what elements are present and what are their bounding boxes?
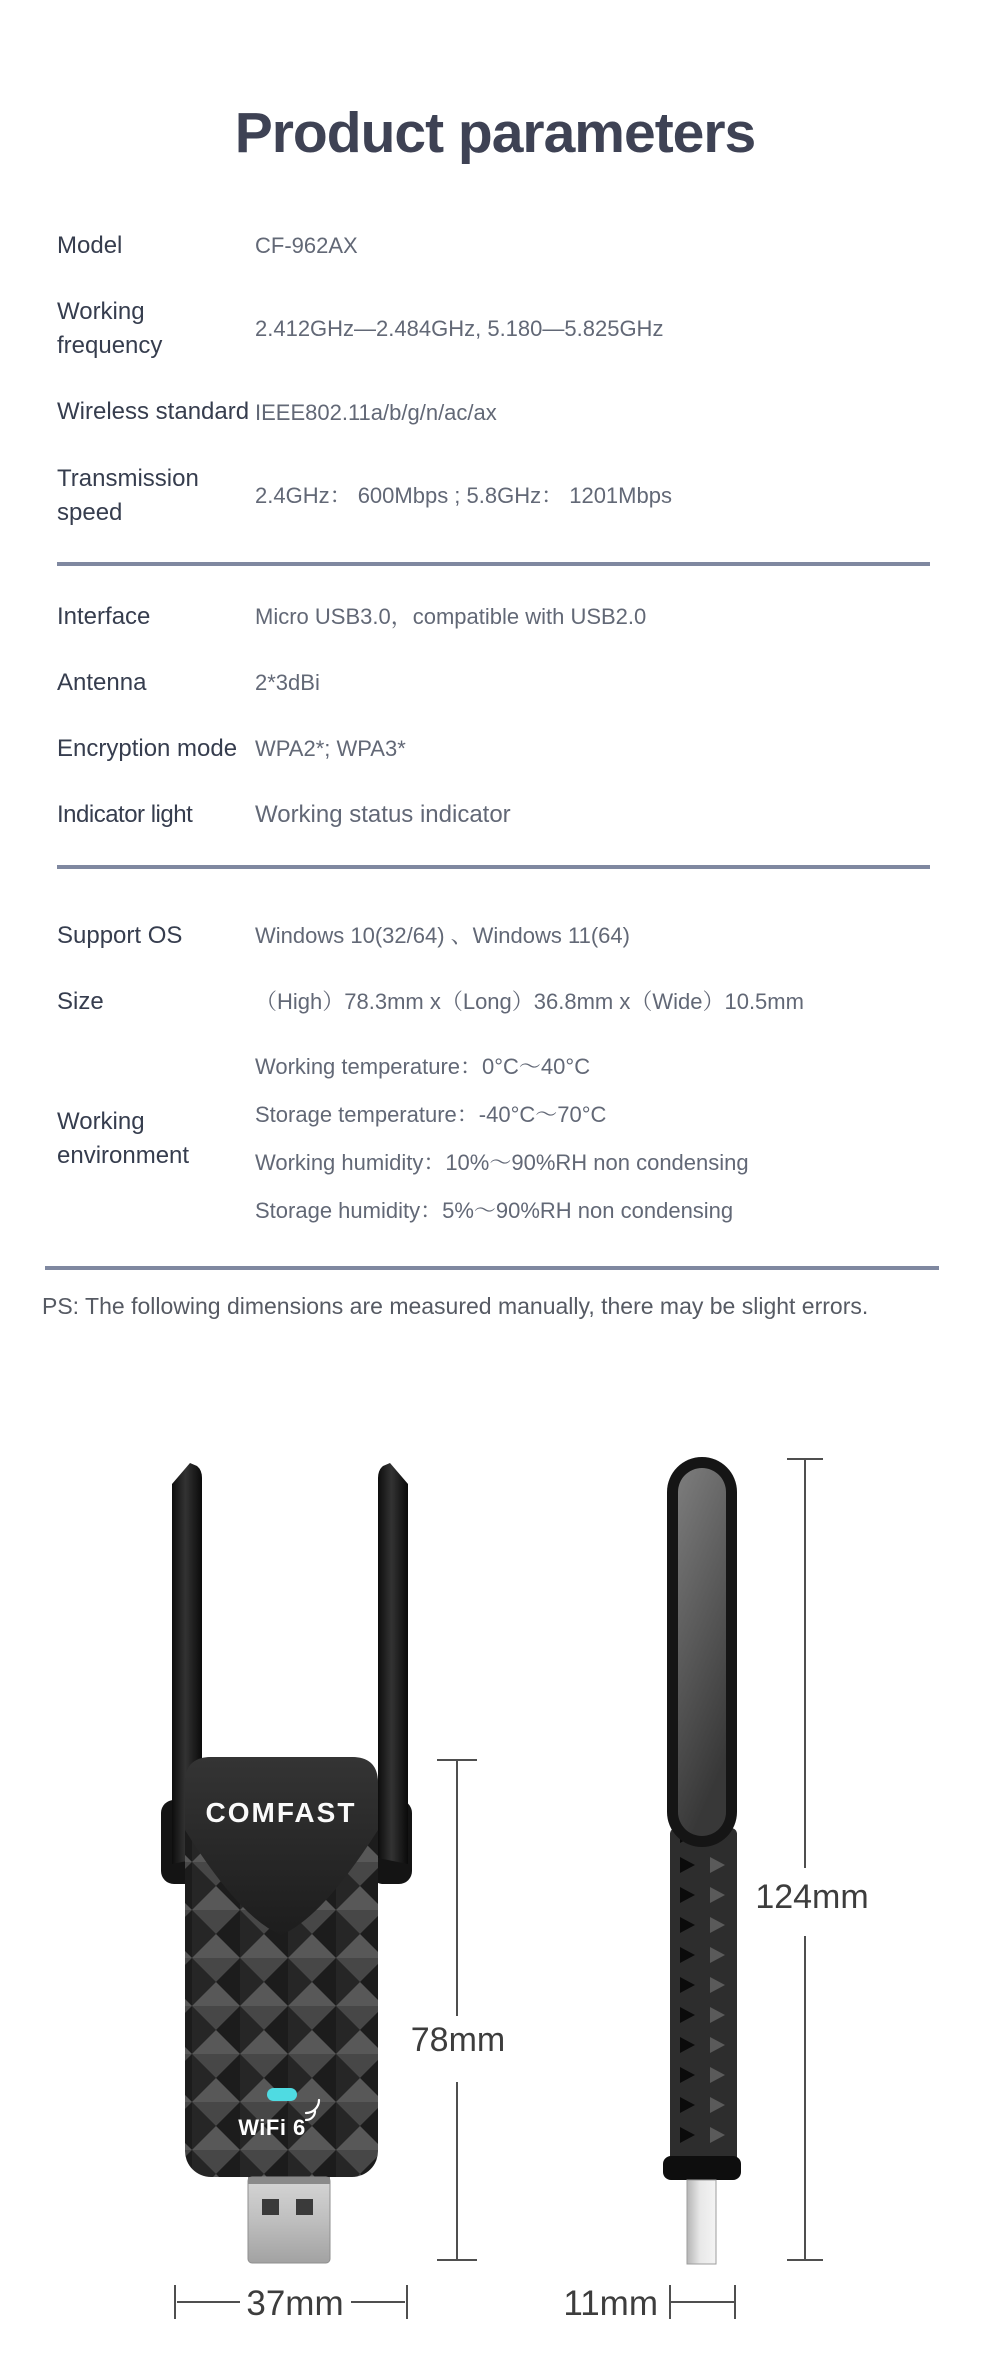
spec-row-encryption-mode [57, 732, 930, 766]
side-view-product [663, 1457, 741, 2264]
spec-table [57, 229, 930, 1270]
env-line-working-humidity: Working humidity：10%～90%RH non condensing [255, 1149, 749, 1175]
spec-label: Working frequency [57, 298, 163, 360]
spec-value: CF-962AX [255, 233, 358, 259]
spec-section-1 [57, 229, 930, 529]
spec-label: Transmission speed [57, 464, 199, 526]
usb-pin-hole [296, 2199, 313, 2215]
env-line-storage-temperature: Storage temperature：-40°C～70°C [255, 1101, 607, 1127]
spec-value: 2.4GHz： 600Mbps ; 5.8GHz： 1201Mbps [255, 482, 672, 508]
brand-logo: COMFAST [205, 1797, 357, 1828]
spec-label: Antenna [57, 668, 147, 696]
width-dimension-side [563, 2284, 735, 2323]
width-dimension-front [175, 2284, 407, 2323]
spec-value: Windows 10(32/64) 、Windows 11(64) [255, 922, 630, 948]
spec-row-antenna [57, 666, 930, 700]
spec-value: IEEE802.11a/b/g/n/ac/ax [255, 399, 497, 425]
spec-value: 2*3dBi [255, 669, 320, 695]
width-label-front: 37mm [246, 2284, 344, 2323]
section-divider [57, 865, 930, 869]
spec-label: Size [57, 987, 104, 1015]
wifi6-badge: WiFi 6 [238, 2115, 306, 2140]
spec-row-indicator-light [57, 798, 930, 833]
antenna-right [378, 1463, 408, 1864]
spec-value: WPA2*; WPA3* [255, 735, 406, 761]
spec-section-3 [57, 919, 930, 1227]
spec-row-interface [57, 600, 930, 634]
height-dimension-side [755, 1459, 868, 2260]
spec-section-2 [57, 600, 930, 833]
ps-note: PS: The following dimensions are measured manually, there may be slight errors. [42, 1293, 869, 1320]
spec-row-transmission-speed [57, 462, 930, 530]
spec-row-wireless-standard [57, 395, 930, 429]
spec-label: Support OS [57, 921, 183, 949]
spec-label: Indicator light [57, 801, 193, 829]
dimension-diagram [0, 1430, 990, 2374]
adapter-body-side [670, 1828, 737, 2168]
width-label-side: 11mm [563, 2284, 658, 2323]
env-line-storage-humidity: Storage humidity：5%～90%RH non condensing [255, 1197, 734, 1223]
spec-value: 2.412GHz—2.484GHz, 5.180—5.825GHz [255, 316, 664, 342]
spec-value: Micro USB3.0，compatible with USB2.0 [255, 603, 647, 629]
spec-label: Model [57, 232, 123, 260]
section-divider [57, 562, 930, 566]
page-title: Product parameters [234, 101, 756, 165]
spec-value: Working status indicator [255, 800, 511, 828]
antenna-face [678, 1468, 726, 1836]
usb-connector [248, 2177, 330, 2263]
spec-label: Interface [57, 602, 151, 630]
front-view-product [161, 1463, 412, 2263]
spec-value: （High）78.3mm x（Long）36.8mm x（Wide）10.5mm [255, 988, 804, 1014]
note-divider [45, 1266, 939, 1270]
spec-value [255, 1051, 930, 1227]
spec-row-working-environment [57, 1051, 930, 1227]
env-line-working-temperature: Working temperature：0°C～40°C [255, 1053, 591, 1079]
height-dimension-front [411, 1760, 505, 2260]
spec-row-model [57, 229, 930, 263]
height-label-front: 78mm [410, 2021, 506, 2059]
usb-pin-hole [262, 2199, 279, 2215]
spec-label: Working environment [57, 1107, 190, 1169]
bottom-cap-side [663, 2156, 741, 2180]
spec-row-support-os [57, 919, 930, 953]
led-indicator [267, 2088, 297, 2101]
usb-connector-side [687, 2180, 716, 2264]
spec-label: Wireless standard [57, 398, 250, 426]
spec-row-size [57, 985, 930, 1019]
height-label-side: 124mm [755, 1878, 869, 1916]
spec-row-working-frequency [57, 295, 930, 363]
spec-label: Encryption mode [57, 734, 238, 762]
